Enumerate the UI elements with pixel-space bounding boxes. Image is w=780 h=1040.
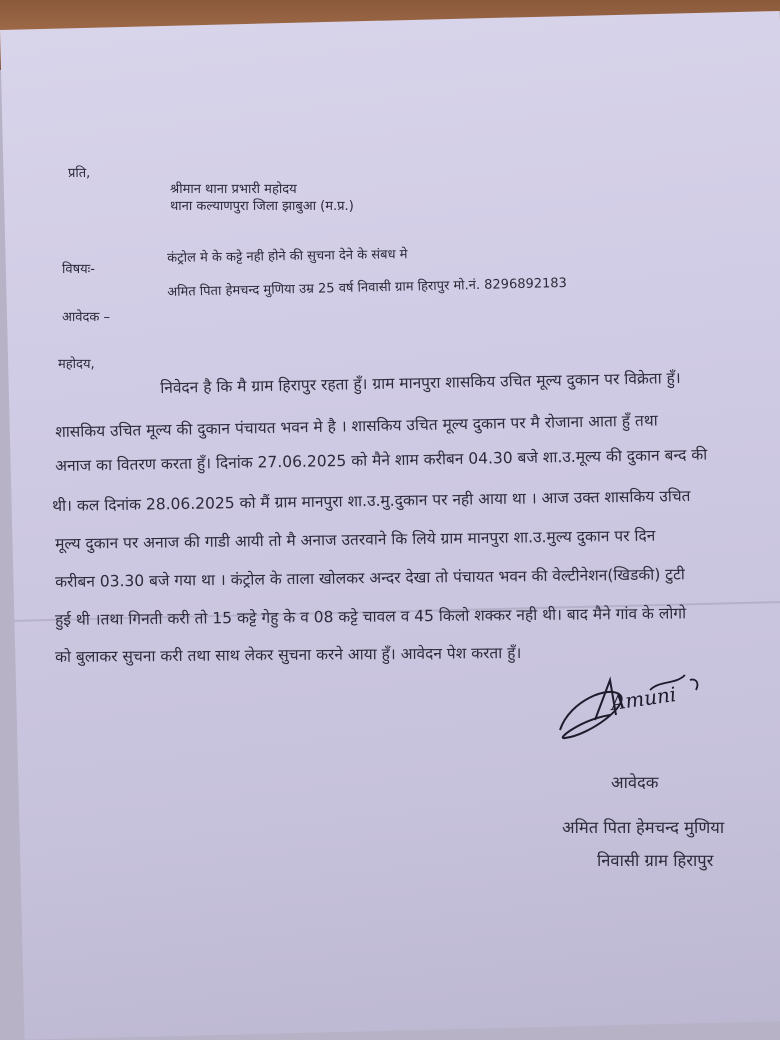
signature [550, 660, 720, 754]
body-line-4: थी। कल दिनांक 28.06.2025 को मैं ग्राम मानपुरा शा.उ.मु.दुकान पर नही आया था । आज उक्त शासकिय उचित [52, 486, 691, 515]
applicant-label: आवेदक – [62, 310, 111, 325]
recipient-line-1: श्रीमान थाना प्रभारी महोदय [170, 182, 297, 197]
body-line-7: हुई थी ।तथा गिनती करी तो 15 कट्टे गेहु के व 08 कट्टे चावल व 45 किलो शक्कर नही थी। बाद मैने गांव के लोगो [55, 604, 687, 629]
recipient-line-2: थाना कल्याणपुरा जिला झाबुआ (म.प्र.) [170, 199, 354, 214]
salutation: महोदय, [58, 357, 95, 372]
subject-label: विषयः- [62, 262, 95, 277]
body-line-3: अनाज का वितरण करता हुँ। दिनांक 27.06.2025 को मैने शाम करीबन 04.30 बजे शा.उ.मूल्य की दुकान बन्द की [55, 445, 708, 475]
signature-scribble [550, 660, 720, 750]
closing-name: अमित पिता हेमचन्द मुणिया [562, 818, 725, 837]
letter-paper [0, 11, 780, 1040]
closing-address: निवासी ग्राम हिरापुर [597, 851, 714, 870]
closing-label: आवेदक [611, 773, 659, 792]
subject-text: कंट्रोल मे के कट्टे नही होने की सुचना देने के संबध मे [167, 247, 408, 266]
body-line-8: को बुलाकर सुचना करी तथा साथ लेकर सुचना करने आया हुँ। आवेदन पेश करता हुँ। [55, 643, 522, 666]
body-line-6: करीबन 03.30 बजे गया था । कंट्रोल के ताला खोलकर अन्दर देखा तो पंचायत भवन की वेल्टीनेशन(खिडकी) टुटी [55, 565, 685, 591]
prati-label: प्रति, [68, 166, 91, 181]
body-line-1: निवेदन है कि मै ग्राम हिरापुर रहता हुँ। ग्राम मानपुरा शासकिय उचित मूल्य दुकान पर विक्रेता हुँ। [160, 369, 681, 397]
body-line-2: शासकिय उचित मूल्य की दुकान पंचायत भवन मे है । शासकिय उचित मूल्य दुकान पर मै रोजाना आता हुँ तथा [55, 411, 658, 441]
applicant-text: अमित पिता हेमचन्द मुणिया उम्र 25 वर्ष निवासी ग्राम हिरापुर मो.नं. 8296892183 [167, 275, 568, 300]
signature-text: Amuni [609, 682, 678, 715]
body-line-5: मूल्य दुकान पर अनाज की गाडी आयी तो मै अनाज उतरवाने कि लिये ग्राम मानपुरा शा.उ.मुल्य दुकान पर दिन [55, 526, 656, 553]
